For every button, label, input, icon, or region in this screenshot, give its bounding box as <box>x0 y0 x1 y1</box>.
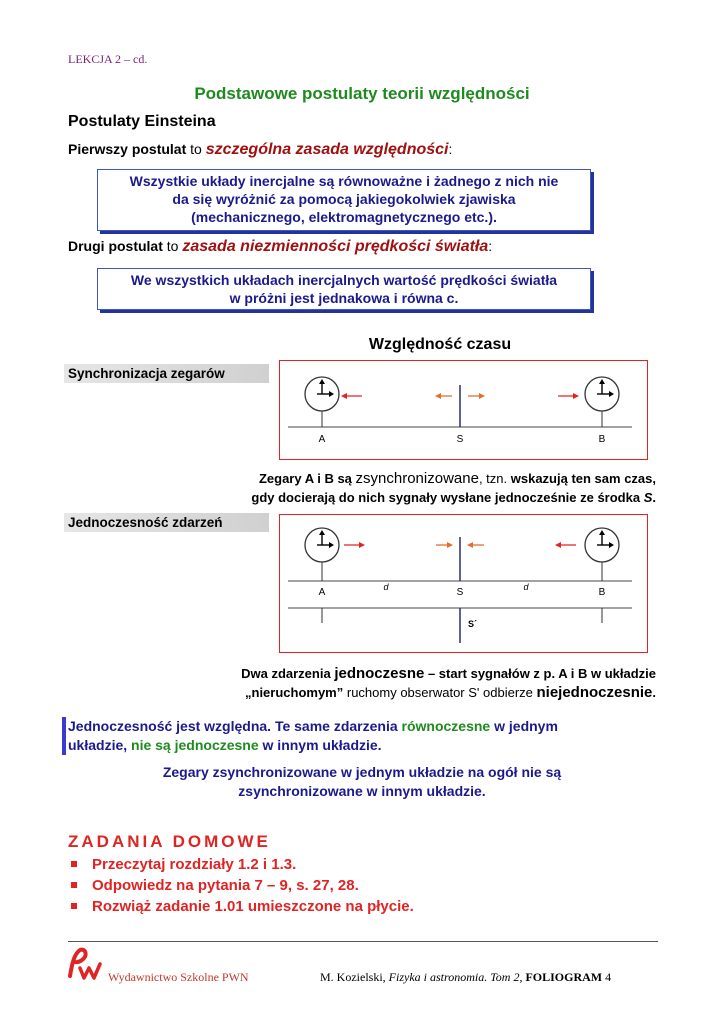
relativity-text: w jednym <box>490 718 558 734</box>
relativity-text: Jednoczesność jest względna. Te same zdarzenia <box>68 718 402 734</box>
first-box-line: (mechanicznego, elektromagnetycznego etc.). <box>191 209 497 225</box>
simul-caption-keyword: niejednoczesnie <box>536 684 653 701</box>
first-postulate-line <box>68 141 452 159</box>
arrow-left-orange-icon <box>435 393 452 399</box>
simultaneity-diagram-frame <box>279 514 648 653</box>
sync-caption-text: gdy docierają do nich sygnały wysłane jednocześnie ze środka <box>251 490 644 505</box>
homework-title: ZADANIA DOMOWE <box>68 832 271 851</box>
pwn-logo-icon <box>66 946 106 982</box>
relativity-text: układzie, <box>68 737 132 753</box>
distance-d-right: d <box>523 582 529 592</box>
second-postulate-line <box>68 238 492 256</box>
relativity-bar <box>62 717 66 755</box>
relativity-green: równoczesne <box>401 718 491 734</box>
publisher-name: Wydawnictwo Szkolne PWN <box>108 970 249 984</box>
arrow-right-red-icon <box>558 393 579 399</box>
first-postulate-label: Pierwszy postulat <box>68 141 187 157</box>
second-box-line: We wszystkich układach inercjalnych wartość prędkości światła <box>130 272 558 288</box>
sync-diagram <box>280 361 646 458</box>
arrow-left-red-icon <box>341 393 362 399</box>
simul-point-a: A <box>318 587 326 598</box>
footer-author: M. Kozielski, <box>320 970 389 984</box>
simul-caption-text: – start sygnałów z p. A i B w układzie <box>424 666 656 681</box>
time-relativity-title: Względność czasu <box>368 336 512 353</box>
arrow-left-red-icon <box>555 542 576 548</box>
relativity-green: nie są jednoczesne <box>131 737 259 753</box>
second-postulate-name: zasada niezmienności prędkości światła <box>182 238 489 255</box>
sync-label: Synchronizacja zegarów <box>64 364 269 383</box>
first-postulate-box <box>97 169 591 231</box>
first-postulate-name: szczególna zasada względności <box>205 141 449 158</box>
sync-caption-text: Zegary A i B są <box>258 471 356 486</box>
sync-caption <box>150 469 656 507</box>
first-postulate-connector: to <box>190 141 202 157</box>
simul-caption-text: ruchomy obserwator S' odbierze <box>343 685 537 700</box>
second-postulate-box <box>97 268 591 310</box>
arrow-right-orange-icon <box>436 542 453 548</box>
distance-d-left: d <box>383 582 389 592</box>
conclusion-line: Zegary zsynchronizowane w jednym układzie na ogół nie są <box>162 764 562 780</box>
relativity-statement <box>68 717 628 755</box>
simul-caption-text: Dwa zdarzenia <box>241 666 335 681</box>
second-postulate-connector: to <box>166 238 179 254</box>
first-postulate-colon: : <box>448 141 453 157</box>
homework-item: Przeczytaj rozdziały 1.2 i 1.3. <box>68 854 414 875</box>
arrow-right-orange-icon <box>468 393 485 399</box>
second-box-line: w próżni jest jednakowa i równa c. <box>229 290 459 306</box>
homework-item: Odpowiedz na pytania 7 – 9, s. 27, 28. <box>68 875 414 896</box>
page-number: 4 <box>605 970 612 984</box>
lesson-label: LEKCJA 2 – cd. <box>68 52 148 66</box>
simul-caption-quote: „nieruchomym” <box>245 685 344 700</box>
footer-series: FOLIOGRAM <box>525 970 603 984</box>
sync-diagram-frame <box>279 360 648 460</box>
footer-divider <box>68 941 658 942</box>
conclusion <box>0 763 724 801</box>
page-title: Podstawowe postulaty teorii względności <box>194 84 530 103</box>
simultaneity-diagram <box>280 515 646 651</box>
sync-caption-keyword: zsynchronizowane <box>355 470 479 487</box>
clock-b-icon <box>585 528 619 581</box>
sync-caption-comma: , <box>478 471 487 486</box>
sync-point-b: B <box>598 434 606 445</box>
arrow-right-red-icon <box>344 542 365 548</box>
footer-book: Fizyka i astronomia. Tom 2 <box>388 970 520 984</box>
second-postulate-colon: : <box>488 238 493 254</box>
einstein-heading: Postulaty Einsteina <box>68 113 216 130</box>
first-box-line: Wszystkie układy inercjalne są równoważne i żadnego z nich nie <box>129 173 559 189</box>
arrow-left-orange-icon <box>467 542 484 548</box>
first-box-line: da się wyróżnić za pomocą jakiegokolwiek zjawiska <box>172 191 516 207</box>
simul-point-b: B <box>598 587 606 598</box>
second-postulate-label: Drugi postulat <box>68 238 163 254</box>
sync-point-a: A <box>318 434 326 445</box>
sync-caption-tzn: tzn. <box>486 471 508 486</box>
sync-caption-dot: . <box>652 490 656 505</box>
footer-comma: , <box>519 970 526 984</box>
simul-caption-keyword: jednoczesne <box>334 665 425 682</box>
sync-caption-text: wskazują ten sam czas, <box>507 471 656 486</box>
clock-a-icon <box>305 377 339 427</box>
simultaneity-label: Jednoczesność zdarzeń <box>64 513 269 532</box>
footer-citation <box>320 970 611 985</box>
clock-a-icon <box>305 528 339 581</box>
conclusion-line: zsynchronizowane w innym układzie. <box>238 783 486 799</box>
sync-point-s: S <box>456 434 464 445</box>
homework-item: Rozwiąż zadanie 1.01 umieszczone na płycie. <box>68 896 414 917</box>
simul-point-s: S <box>456 587 464 598</box>
homework-list <box>68 854 414 917</box>
relativity-text: w innym układzie. <box>258 737 382 753</box>
sync-caption-s: S <box>643 490 653 505</box>
clock-b-icon <box>585 377 619 427</box>
observer-s-prime-label: S´ <box>468 619 477 629</box>
simultaneity-caption: Dwa zdarzenia jednoczesne – start sygnałów z p. A i B w układzie „nieruchomym” ruchomy obserwator S' odbierze niejednoczesnie. <box>241 665 656 701</box>
